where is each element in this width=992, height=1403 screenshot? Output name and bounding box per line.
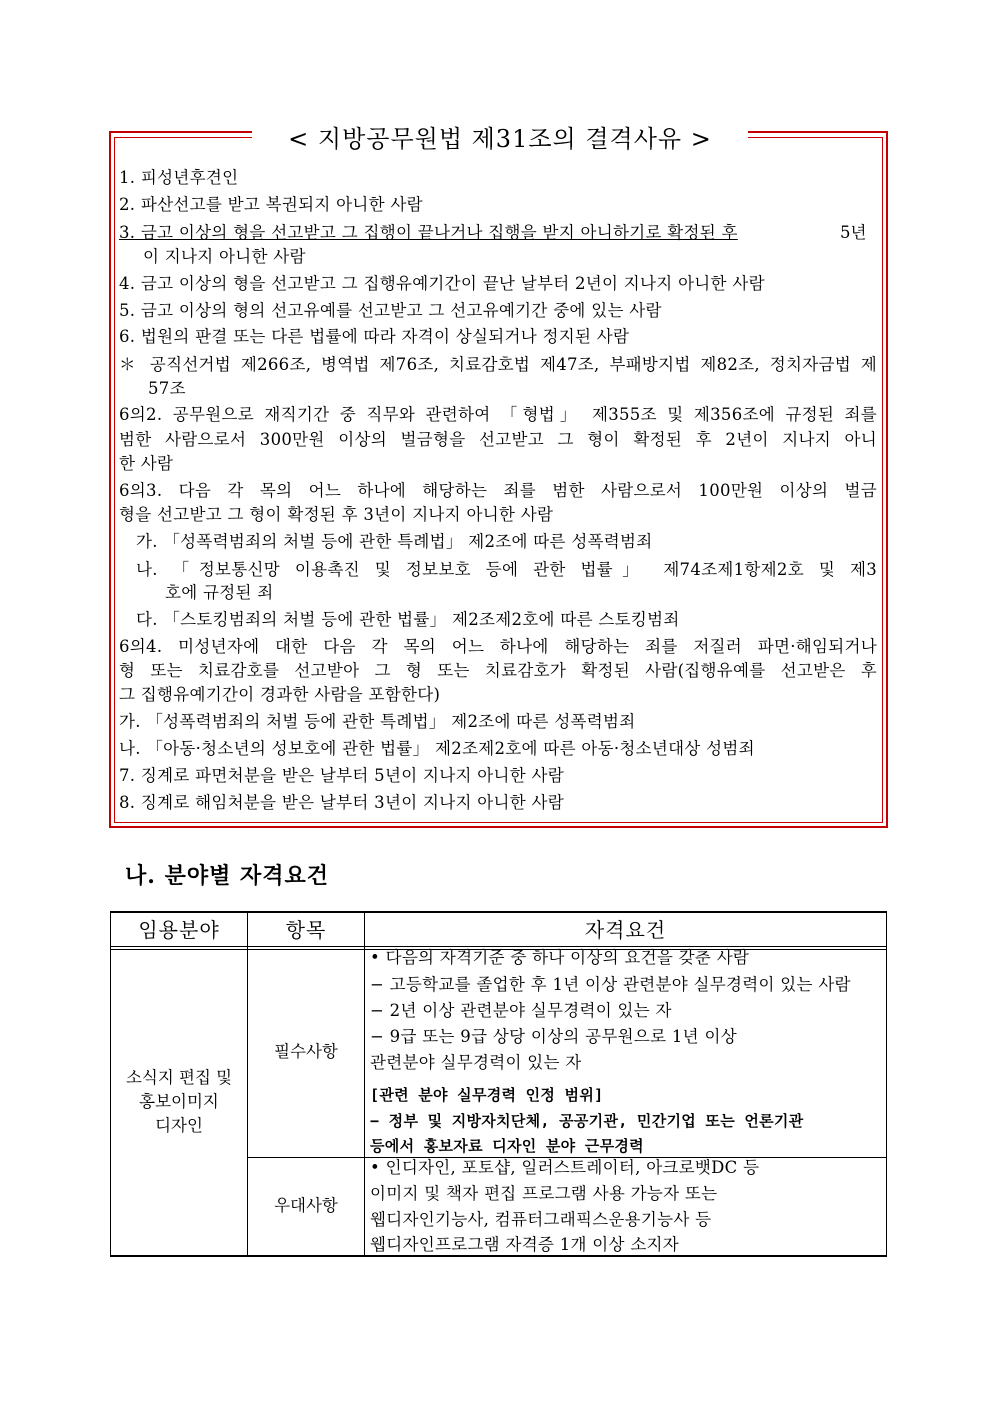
- table-right-border: [886, 911, 887, 1257]
- required-line: 관련분야 실무경력이 있는 자: [370, 1053, 582, 1072]
- box-line: 6의4. 미성년자에 대한 다음 각 목의 어느 하나에 해당하는 죄를 저질러 파면·해임되거나: [119, 637, 877, 656]
- box-line: 한 사람: [119, 454, 174, 473]
- box-line: 8. 징계로 해임처분을 받은 날부터 3년이 지나지 아니한 사람: [119, 793, 564, 812]
- box-line-underlined: 3. 금고 이상의 형을 선고받고 그 집행이 끝나거나 집행을 받지 아니하기로 확정된 후: [119, 223, 738, 242]
- preferred-line: 이미지 및 책자 편집 프로그램 사용 가능자 또는: [370, 1184, 718, 1203]
- section-heading: 나. 분야별 자격요건: [125, 863, 329, 889]
- table-header-requirements: 자격요건: [584, 918, 667, 942]
- box-line: 이 지나지 아니한 사람: [143, 247, 306, 266]
- box-line: ＊ 공직선거법 제266조, 병역법 제76조, 치료감호법 제47조, 부패방지법 제82조, 정치자금법 제: [119, 355, 877, 374]
- box-line: 5년: [840, 223, 867, 242]
- preferred-line: 웹디자인기능사, 컴퓨터그래픽스운용기능사 등: [370, 1210, 712, 1229]
- table-header-field: 임용분야: [138, 918, 220, 942]
- field-line: 소식지 편집 및: [125, 1068, 233, 1087]
- required-line: − 9급 또는 9급 상당 이상의 공무원으로 1년 이상: [370, 1027, 737, 1046]
- box-line: 가. 「성폭력범죄의 처벌 등에 관한 특례법」 제2조에 따른 성폭력범죄: [136, 532, 653, 551]
- box-line: 다. 「스토킹범죄의 처벌 등에 관한 법률」 제2조제2호에 따른 스토킹범죄: [136, 610, 680, 629]
- box-title: < 지방공무원법 제31조의 결격사유 >: [252, 121, 748, 157]
- box-line: 가. 「성폭력범죄의 처벌 등에 관한 특례법」 제2조에 따른 성폭력범죄: [119, 712, 636, 731]
- required-label: 필수사항: [274, 1042, 338, 1061]
- required-line: • 다음의 자격기준 중 하나 이상의 요건을 갖춘 사람: [370, 948, 750, 967]
- box-line: 2. 파산선고를 받고 복권되지 아니한 사람: [119, 195, 423, 214]
- box-line: 형을 선고받고 그 형이 확정된 후 3년이 지나지 아니한 사람: [119, 505, 554, 524]
- required-line-bold: 등에서 홍보자료 디자인 분야 근무경력: [370, 1137, 644, 1155]
- required-line-bold: − 정부 및 지방자치단체, 공공기관, 민간기업 또는 언론기관: [370, 1112, 804, 1130]
- table-column-divider: [364, 911, 365, 1257]
- box-line: 7. 징계로 파면처분을 받은 날부터 5년이 지나지 아니한 사람: [119, 766, 564, 785]
- box-line: 형 또는 치료감호를 선고받아 그 형 또는 치료감호가 확정된 사람(집행유예를 선고받은 후: [119, 661, 877, 680]
- required-line-bold: [관련 분야 실무경력 인정 범위]: [370, 1086, 604, 1104]
- box-line: 나. 「정보통신망 이용촉진 및 정보보호 등에 관한 법률」 제74조제1항제2호 및 제3: [136, 560, 877, 579]
- preferred-line: • 인디자인, 포토샵, 일러스트레이터, 아크로뱃DC 등: [370, 1158, 760, 1177]
- box-line: 6의2. 공무원으로 재직기간 중 직무와 관련하여 「형법」 제355조 및 제356조에 규정된 죄를: [119, 405, 877, 424]
- box-line: 나. 「아동·청소년의 성보호에 관한 법률」 제2조제2호에 따른 아동·청소년대상 성범죄: [119, 739, 755, 758]
- box-line: 6. 법원의 판결 또는 다른 법률에 따라 자격이 상실되거나 정지된 사람: [119, 327, 630, 346]
- field-line: 디자인: [155, 1116, 203, 1135]
- box-line: 그 집행유예기간이 경과한 사람을 포함한다): [119, 685, 441, 704]
- box-line-3: [119, 221, 819, 245]
- box-line: 5. 금고 이상의 형의 선고유예를 선고받고 그 선고유예기간 중에 있는 사람: [119, 301, 662, 320]
- box-line: 4. 금고 이상의 형을 선고받고 그 집행유예기간이 끝난 날부터 2년이 지나지 아니한 사람: [119, 274, 765, 293]
- preferred-label: 우대사항: [274, 1196, 338, 1215]
- box-line: 1. 피성년후견인: [119, 168, 239, 187]
- table-header-item: 항목: [285, 918, 327, 942]
- required-line: − 고등학교를 졸업한 후 1년 이상 관련분야 실무경력이 있는 사람: [370, 975, 851, 994]
- box-line: 6의3. 다음 각 목의 어느 하나에 해당하는 죄를 범한 사람으로서 100만원 이상의 벌금: [119, 481, 877, 500]
- field-line: 홍보이미지: [139, 1092, 219, 1111]
- preferred-line: 웹디자인프로그램 자격증 1개 이상 소지자: [370, 1235, 680, 1254]
- field-cell: [111, 1066, 247, 1138]
- box-line: 57조: [148, 379, 186, 398]
- required-line: − 2년 이상 관련분야 실무경력이 있는 자: [370, 1001, 672, 1020]
- box-line: 범한 사람으로서 300만원 이상의 벌금형을 선고받고 그 형이 확정된 후 2년이 지나지 아니: [119, 430, 877, 449]
- box-line: 호에 규정된 죄: [165, 583, 274, 602]
